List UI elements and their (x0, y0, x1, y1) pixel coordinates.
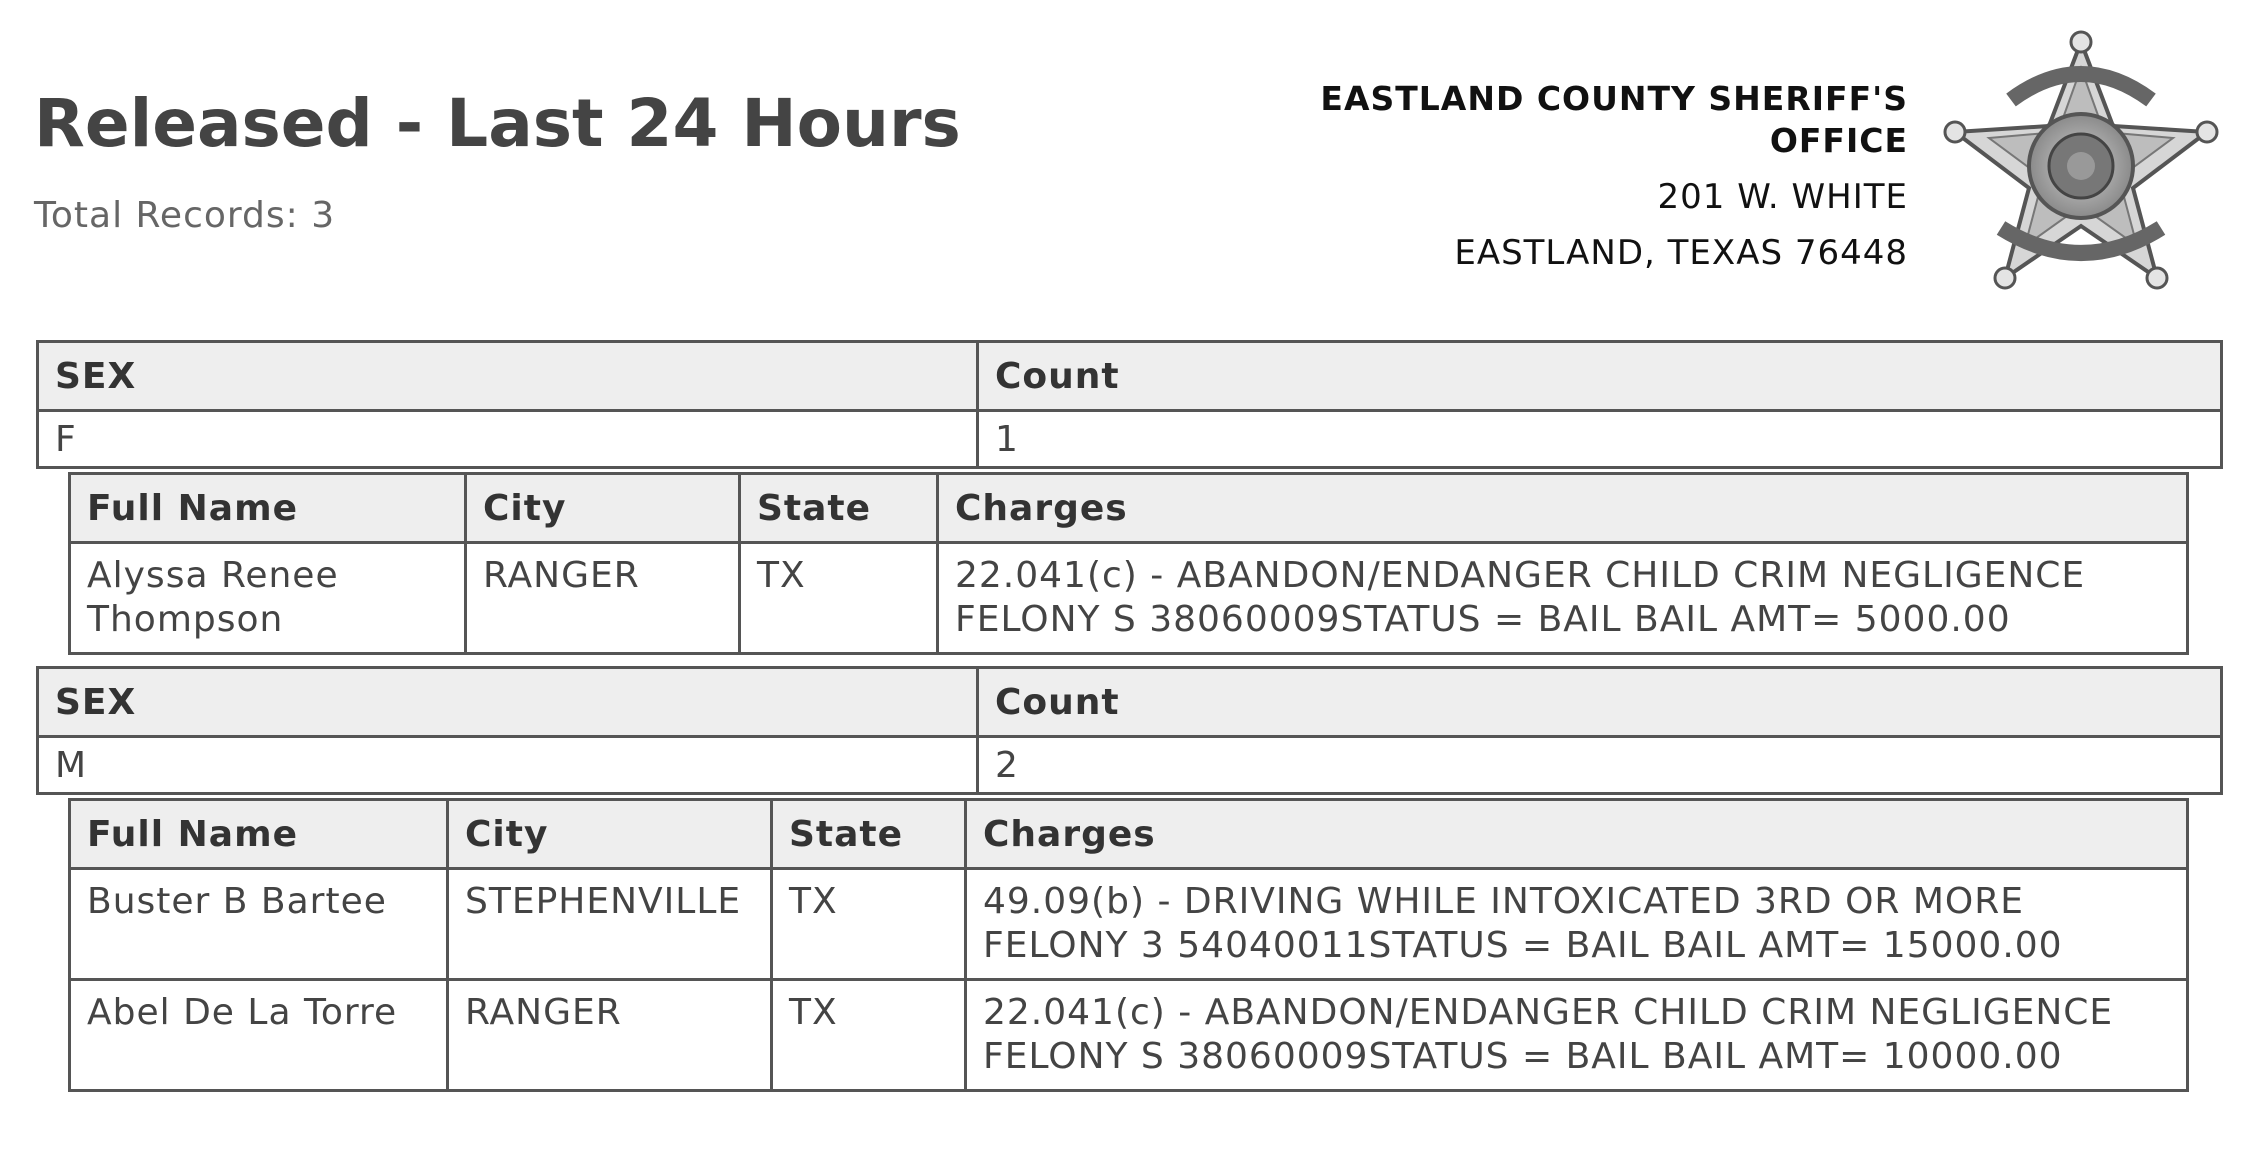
full-name-column-header: Full Name (70, 800, 448, 869)
state-column-header: State (740, 474, 938, 543)
sex-group-table-female (36, 340, 2223, 469)
sex-group-table-male (36, 666, 2223, 795)
group-row (38, 737, 2222, 794)
table-row (70, 869, 2188, 980)
sheriff-star-badge-icon (1940, 28, 2222, 304)
state-cell: TX (772, 869, 966, 980)
charges-line: 22.041(c) - ABANDON/ENDANGER CHILD CRIM NEGLIGENCE (983, 992, 2114, 1033)
city-cell: STEPHENVILLE (448, 869, 772, 980)
charges-column-header: Charges (938, 474, 2188, 543)
count-value: 1 (978, 411, 2222, 468)
office-name-line2: OFFICE (1769, 121, 1908, 160)
group-row (38, 411, 2222, 468)
charges-line: 49.09(b) - DRIVING WHILE INTOXICATED 3RD OR MORE (983, 881, 2025, 922)
state-column-header: State (772, 800, 966, 869)
city-cell: RANGER (448, 980, 772, 1091)
full-name-cell: Abel De La Torre (70, 980, 448, 1091)
table-row (70, 980, 2188, 1091)
state-cell: TX (772, 980, 966, 1091)
charges-column-header: Charges (966, 800, 2188, 869)
office-name-line1: EASTLAND COUNTY SHERIFF'S (1320, 79, 1908, 118)
full-name-cell: Buster B Bartee (70, 869, 448, 980)
records-table-male (68, 798, 2189, 1092)
charges-cell (966, 980, 2188, 1091)
city-column-header: City (466, 474, 740, 543)
total-records: Total Records: 3 (34, 195, 336, 236)
state-cell: TX (740, 543, 938, 654)
city-column-header: City (448, 800, 772, 869)
charges-line: FELONY 3 54040011STATUS = BAIL BAIL AMT= 15000.00 (983, 925, 2063, 966)
office-address-line1: 201 W. WHITE (1657, 177, 1908, 217)
records-table-female (68, 472, 2189, 655)
charges-cell (938, 543, 2188, 654)
table-row (70, 543, 2188, 654)
sex-value: F (38, 411, 978, 468)
sex-column-header: SEX (38, 668, 978, 737)
page-title: Released - Last 24 Hours (34, 85, 961, 162)
count-column-header: Count (978, 342, 2222, 411)
city-cell: RANGER (466, 543, 740, 654)
sex-column-header: SEX (38, 342, 978, 411)
count-column-header: Count (978, 668, 2222, 737)
charges-cell (966, 869, 2188, 980)
charges-line: FELONY S 38060009STATUS = BAIL BAIL AMT= 10000.00 (983, 1036, 2063, 1077)
charges-line: FELONY S 38060009STATUS = BAIL BAIL AMT= 5000.00 (955, 599, 2011, 640)
office-address-line2: EASTLAND, TEXAS 76448 (1454, 233, 1908, 273)
full-name-cell: Alyssa Renee Thompson (70, 543, 466, 654)
full-name-column-header: Full Name (70, 474, 466, 543)
count-value: 2 (978, 737, 2222, 794)
sex-value: M (38, 737, 978, 794)
office-info (1320, 78, 1908, 274)
charges-line: 22.041(c) - ABANDON/ENDANGER CHILD CRIM NEGLIGENCE (955, 555, 2086, 596)
